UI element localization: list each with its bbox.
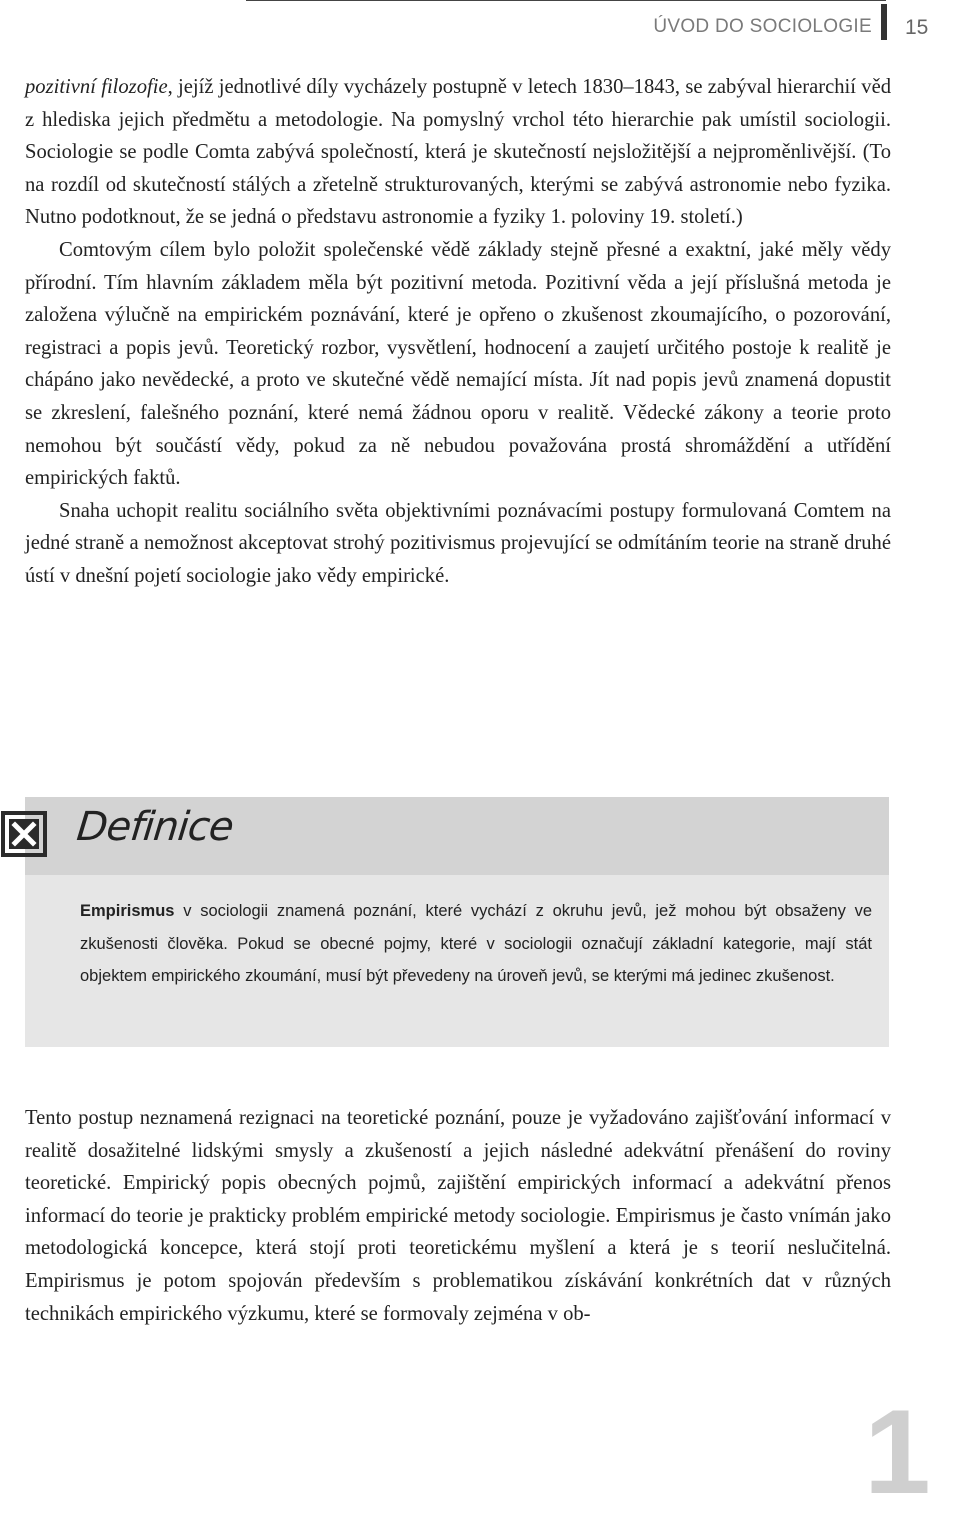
paragraph-text: , jejíž jednotlivé díly vycházely postupně v letech 1830–1843, se zabýval hierarchií věd z hlediska jejich předmětu a metodologie. Na pomyslný vrchol této hierarchie pak umístil sociologii. Sociologie se podle Comta zabývá společností, která je skutečností nejsložitější a nejproměnlivější. (To na rozdíl od skutečností stálých a zřetelně strukturovaných, kterými se zabývá astronomie nebo fyzika. Nutno podotknout, že se jedná o představu astronomie a fyziky 1. poloviny 19. století.)	[25, 76, 892, 229]
checkbox-x-icon	[0, 810, 48, 858]
paragraph: Tento postup neznamená rezignaci na teoretické poznání, pouze je vyžadováno zajišťování informací v realitě dosažitelné lidskými smysly a zkušeností a jejich následné adekvátní přenášení do roviny teoretické. Empirický popis obecných pojmů, zajištění empirických informací a adekvátní přenos informací do teorie je prakticky problém empirické metody sociologie. Empirismus je často vnímán jako metodologická koncepce, která stojí proti teoretickému myšlení a která je s teorií neslučitelná. Empirismus je potom spojován především s problematikou získávání konkrétních dat v různých technikách empirického výzkumu, které se formovaly zejména v ob-	[25, 1107, 891, 1325]
header-divider-bar	[881, 4, 887, 40]
definition-body: v sociologii znamená poznání, které vychází z okruhu jevů, jež mohou být obsaženy ve zkušenosti člověka. Pokud se obecné pojmy, které v sociologii označují základní kategorie, mají stát objektem empirického zkoumání, musí být převedeny na úroveň jevů, se kterými má jedinec zkušenost.	[80, 902, 872, 985]
definition-text	[47, 895, 872, 993]
body-text-block-2	[25, 1102, 891, 1330]
definition-title: Definice	[74, 804, 236, 850]
paragraph	[25, 71, 891, 234]
page-number: 15	[905, 16, 929, 39]
paragraph: Comtovým cílem bylo položit společenské vědě základy stejně přesné a exaktní, jaké měly vědy přírodní. Tím hlavním základem měla být pozitivní metoda. Pozitivní věda a její příslušná metoda je založena výlučně na empirickém poznávání, které je opřeno o zkušenost zkoumajícího, o pozorování, registraci a popis jevů. Teoretický rozbor, vysvětlení, hodnocení a zaujetí určitého postoje k realitě je chápáno jako nevědecké, a proto ve skutečné vědě nemající místa. Jít nad popis jevů znamená dopustit se zkreslení, falešného poznání, které nemá žádnou oporu v realitě. Vědecké zákony a teorie proto nemohou být součástí vědy, pokud za ně nebudou považována prostá shromáždění a utřídění empirických faktů.	[25, 238, 891, 490]
body-text-block-1	[25, 71, 891, 593]
running-header-title: ÚVOD DO SOCIOLOGIE	[653, 16, 872, 37]
italic-term: pozitivní filozofie	[25, 76, 168, 98]
paragraph: Snaha uchopit realitu sociálního světa objektivními poznávacími postupy formulovaná Comtem na jedné straně a nemožnost akceptovat strohý pozitivismus projevující se odmítáním teorie na straně druhé ústí v dnešní pojetí sociologie jako vědy empirické.	[25, 499, 891, 587]
definition-term: Empirismus	[80, 902, 175, 920]
chapter-marker: 1	[864, 1385, 931, 1519]
header-rule	[246, 0, 886, 1]
